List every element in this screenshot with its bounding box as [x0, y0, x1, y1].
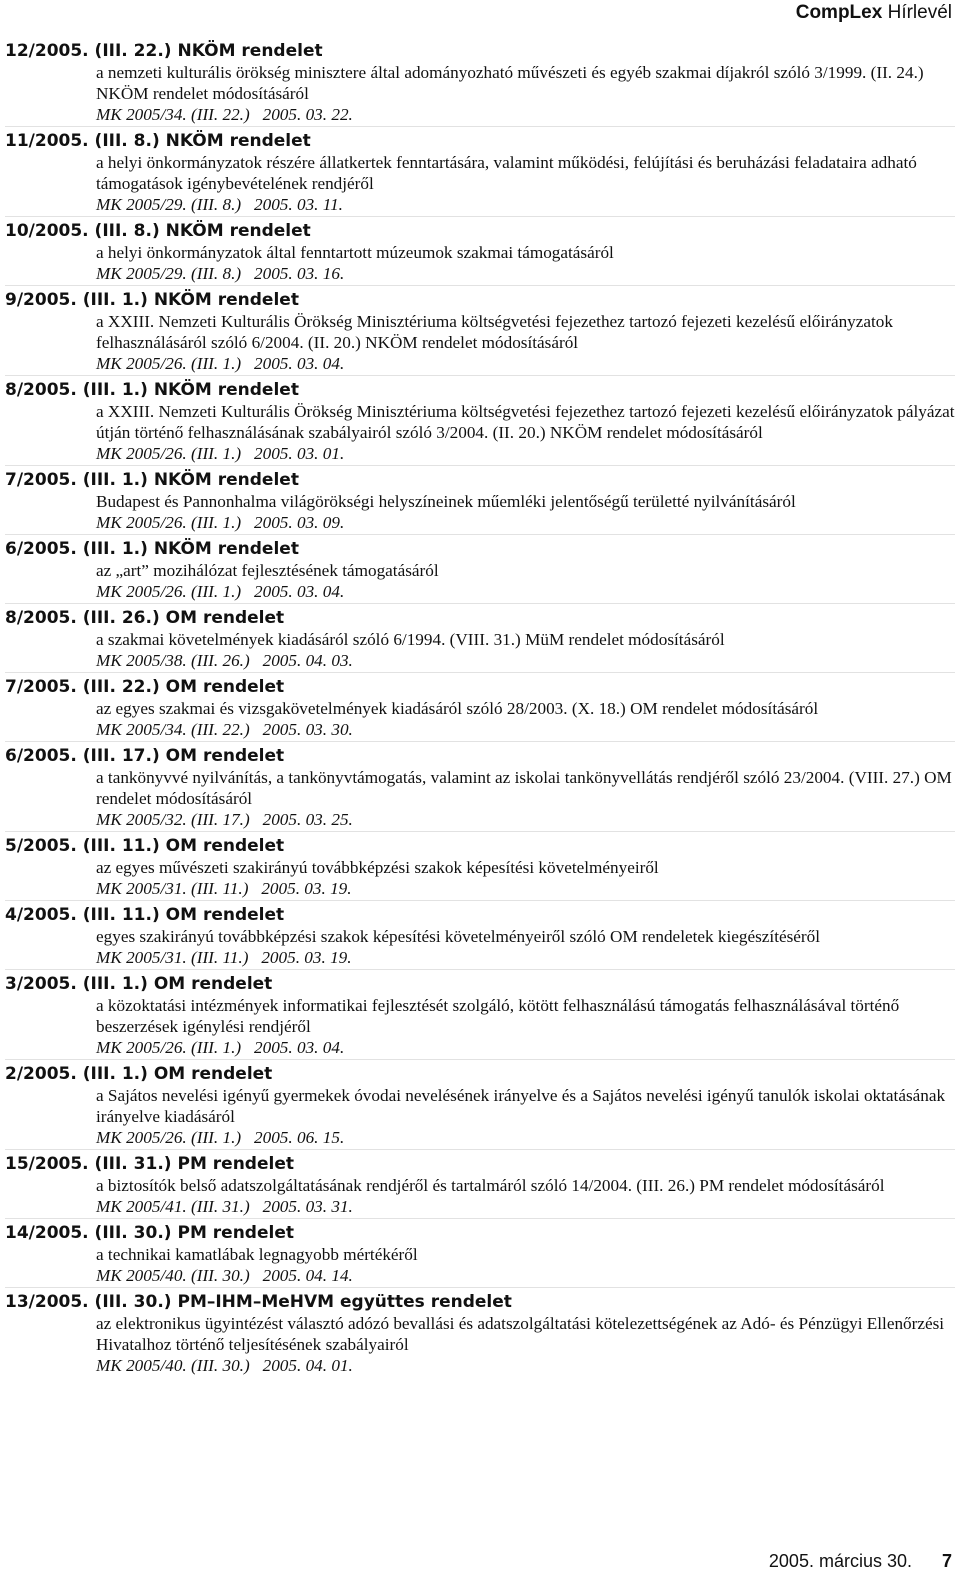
regulation-entry: [5, 220, 955, 286]
regulation-entry: [5, 289, 955, 376]
issue-date: 2005. március 30.: [768, 1551, 912, 1571]
regulation-entry: [5, 40, 955, 127]
regulation-description: a XXIII. Nemzeti Kulturális Örökség Minisztériuma költségvetési fejezethez tartozó fejezeti kezelésű előirányzatok felhasználásáról szóló 6/2004. (II. 20.) NKÖM rendelet módosításáról: [96, 312, 893, 352]
regulation-title: 12/2005. (III. 22.) NKÖM rendelet: [5, 41, 323, 61]
regulation-title: 9/2005. (III. 1.) NKÖM rendelet: [5, 290, 299, 310]
gazette-reference: MK 2005/29. (III. 8.) 2005. 03. 16.: [96, 264, 345, 283]
regulation-description: a XXIII. Nemzeti Kulturális Örökség Minisztériuma költségvetési fejezethez tartozó fejezeti kezelésű előirányzatok pályázat útján történő felhasználásának szabályairól szóló 3/2004. (II. 20.) NKÖM rendelet módosításáról: [96, 402, 955, 442]
regulation-title: 6/2005. (III. 1.) NKÖM rendelet: [5, 539, 299, 559]
regulation-title: 11/2005. (III. 8.) NKÖM rendelet: [5, 131, 311, 151]
regulation-description: az „art” mozihálózat fejlesztésének támogatásáról: [96, 561, 439, 580]
regulation-title: 8/2005. (III. 1.) NKÖM rendelet: [5, 380, 299, 400]
regulation-title: 10/2005. (III. 8.) NKÖM rendelet: [5, 221, 311, 241]
gazette-reference: MK 2005/26. (III. 1.) 2005. 03. 04.: [96, 1038, 345, 1057]
regulation-description: a technikai kamatlábak legnagyobb mértékéről: [96, 1245, 418, 1264]
newsletter-header: [796, 2, 952, 24]
regulation-title: 14/2005. (III. 30.) PM rendelet: [5, 1223, 294, 1243]
regulation-entry: [5, 1153, 955, 1219]
regulation-entry: [5, 469, 955, 535]
gazette-reference: MK 2005/26. (III. 1.) 2005. 03. 04.: [96, 354, 345, 373]
regulation-title: 5/2005. (III. 11.) OM rendelet: [5, 836, 285, 856]
regulation-title: 7/2005. (III. 1.) NKÖM rendelet: [5, 470, 299, 490]
gazette-reference: MK 2005/34. (III. 22.) 2005. 03. 30.: [96, 720, 353, 739]
regulation-entry: [5, 1063, 955, 1150]
gazette-reference: MK 2005/31. (III. 11.) 2005. 03. 19.: [96, 948, 352, 967]
regulation-entry: [5, 607, 955, 673]
gazette-reference: MK 2005/26. (III. 1.) 2005. 06. 15.: [96, 1128, 345, 1147]
gazette-reference: MK 2005/34. (III. 22.) 2005. 03. 22.: [96, 105, 353, 124]
regulation-entry: [5, 538, 955, 604]
gazette-reference: MK 2005/26. (III. 1.) 2005. 03. 01.: [96, 444, 345, 463]
regulation-title: 8/2005. (III. 26.) OM rendelet: [5, 608, 285, 628]
gazette-reference: MK 2005/41. (III. 31.) 2005. 03. 31.: [96, 1197, 353, 1216]
gazette-reference: MK 2005/40. (III. 30.) 2005. 04. 01.: [96, 1356, 353, 1375]
regulation-entry: [5, 904, 955, 970]
regulation-description: a Sajátos nevelési igényű gyermekek óvodai nevelésének irányelve és a Sajátos nevelési igényű tanulók iskolai oktatásának irányelve kiadásáról: [96, 1086, 946, 1126]
gazette-reference: MK 2005/31. (III. 11.) 2005. 03. 19.: [96, 879, 352, 898]
regulation-description: egyes szakirányú továbbképzési szakok képesítési követelményeiről szóló OM rendeletek kiegészítéséről: [96, 927, 821, 946]
gazette-reference: MK 2005/32. (III. 17.) 2005. 03. 25.: [96, 810, 353, 829]
regulation-entry: [5, 745, 955, 832]
regulation-title: 2/2005. (III. 1.) OM rendelet: [5, 1064, 273, 1084]
regulation-title: 4/2005. (III. 11.) OM rendelet: [5, 905, 285, 925]
regulation-title: 13/2005. (III. 30.) PM–IHM–MeHVM együttes rendelet: [5, 1292, 512, 1312]
brand-subtitle: Hírlevél: [882, 2, 952, 23]
regulation-entry: [5, 1291, 955, 1377]
regulation-description: az egyes szakmai és vizsgakövetelmények kiadásáról szóló 28/2003. (X. 18.) OM rendelet módosításáról: [96, 699, 819, 718]
regulation-description: az egyes művészeti szakirányú továbbképzési szakok képesítési követelményeiről: [96, 858, 659, 877]
regulation-description: a nemzeti kulturális örökség minisztere által adományozható művészeti és egyéb szakmai díjakról szóló 3/1999. (II. 24.) NKÖM rendelet módosításáról: [96, 63, 924, 103]
regulation-description: a szakmai követelmények kiadásáról szóló 6/1994. (VIII. 31.) MüM rendelet módosításáról: [96, 630, 725, 649]
regulation-entry: [5, 835, 955, 901]
regulation-description: a biztosítók belső adatszolgáltatásának rendjéről és tartalmáról szóló 14/2004. (III. 26.) PM rendelet módosításáról: [96, 1176, 885, 1195]
regulation-description: a helyi önkormányzatok részére állatkertek fenntartására, valamint működési, felújítási és beruházási feladataira adható támogatások igénybevételének rendjéről: [96, 153, 917, 193]
gazette-reference: MK 2005/26. (III. 1.) 2005. 03. 04.: [96, 582, 345, 601]
page-footer: [769, 1551, 952, 1572]
page-number: 7: [941, 1551, 952, 1571]
regulation-entry: [5, 973, 955, 1060]
brand-name: CompLex: [795, 2, 883, 23]
regulation-entry: [5, 130, 955, 217]
regulation-description: a tankönyvvé nyilvánítás, a tankönyvtámogatás, valamint az iskolai tankönyvellátás rendjéről szóló 23/2004. (VIII. 27.) OM rendelet módosításáról: [96, 768, 952, 808]
regulation-title: 3/2005. (III. 1.) OM rendelet: [5, 974, 273, 994]
gazette-reference: MK 2005/29. (III. 8.) 2005. 03. 11.: [96, 195, 343, 214]
regulation-description: a helyi önkormányzatok által fenntartott múzeumok szakmai támogatásáról: [96, 243, 614, 262]
gazette-reference: MK 2005/26. (III. 1.) 2005. 03. 09.: [96, 513, 345, 532]
gazette-reference: MK 2005/38. (III. 26.) 2005. 04. 03.: [96, 651, 353, 670]
regulation-description: az elektronikus ügyintézést választó adózó bevallási és adatszolgáltatási kötelezettségének az Adó- és Pénzügyi Ellenőrzési Hivatalhoz történő teljesítésének szabályairól: [96, 1314, 945, 1354]
regulation-description: Budapest és Pannonhalma világörökségi helyszíneinek műemléki jelentőségű területté nyilvánításáról: [96, 492, 796, 511]
regulation-title: 15/2005. (III. 31.) PM rendelet: [5, 1154, 294, 1174]
regulation-title: 6/2005. (III. 17.) OM rendelet: [5, 746, 285, 766]
regulation-description: a közoktatási intézmények informatikai fejlesztését szolgáló, kötött felhasználású támogatás felhasználásával történő beszerzések igénylési rendjéről: [96, 996, 900, 1036]
gazette-reference: MK 2005/40. (III. 30.) 2005. 04. 14.: [96, 1266, 353, 1285]
regulation-list: [5, 40, 955, 1380]
regulation-entry: [5, 379, 955, 466]
regulation-entry: [5, 676, 955, 742]
regulation-title: 7/2005. (III. 22.) OM rendelet: [5, 677, 285, 697]
regulation-entry: [5, 1222, 955, 1288]
